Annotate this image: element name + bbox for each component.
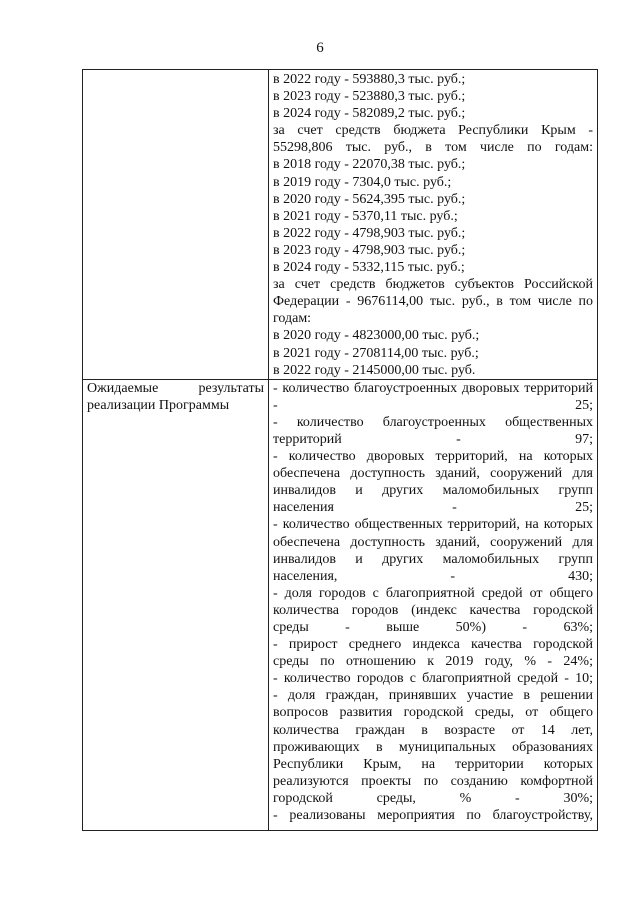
financing-line: в 2020 году - 5624,395 тыс. руб.;: [273, 191, 466, 207]
result-item: - количество общественных территорий, на которых обеспечена доступность зданий, сооружений для инвалидов и других маломобильных групп населения, - 430;: [273, 517, 593, 584]
financing-line: в 2024 году - 582089,2 тыс. руб.;: [273, 106, 466, 122]
financing-line: в 2023 году - 523880,3 тыс. руб.;: [273, 89, 466, 105]
financing-line: в 2018 году - 22070,38 тыс. руб.;: [273, 157, 466, 173]
label-line: Ожидаемые результаты: [87, 380, 264, 396]
label-line: реализации Программы: [87, 397, 230, 413]
financing-line: в 2019 году - 7304,0 тыс. руб.;: [273, 174, 452, 190]
result-item: - количество дворовых территорий, на которых обеспечена доступность зданий, сооружений для инвалидов и других маломобильных групп населения - 25;: [273, 449, 593, 516]
financing-line: в 2022 году - 4798,903 тыс. руб.;: [273, 225, 466, 241]
financing-line: за счет средств бюджетов субъектов Российской Федерации - 9676114,00 тыс. руб., в том числе по годам:: [273, 277, 593, 327]
financing-line: в 2021 году - 5370,11 тыс. руб.;: [273, 208, 458, 224]
financing-line: в 2022 году - 593880,3 тыс. руб.;: [273, 72, 466, 87]
financing-line: в 2023 году - 4798,903 тыс. руб.;: [273, 242, 466, 258]
result-item: - количество благоустроенных общественных территорий - 97;: [273, 414, 593, 447]
financing-line: в 2021 году - 2708114,00 тыс. руб.;: [273, 345, 479, 361]
result-item: - доля граждан, принявших участие в решении вопросов развития городской среды, от общего количества граждан в возрасте от 14 лет, проживающих в муниципальных образованиях Республики Крым, на территории которых реализуются проекты по созданию комфортной городской среды, % - 30%;: [273, 688, 593, 806]
program-passport-table: [82, 69, 598, 831]
result-item: - реализованы мероприятия по благоустройству,: [273, 808, 593, 824]
page-number: 6: [316, 40, 324, 56]
result-item: - доля городов с благоприятной средой от общего количества городов (индекс качества городской среды - выше 50%) - 63%;: [273, 585, 593, 635]
financing-line: за счет средств бюджета Республики Крым - 55298,806 тыс. руб., в том числе по годам:: [273, 123, 593, 156]
financing-continued-row: [83, 70, 598, 380]
financing-line: в 2024 году - 5332,115 тыс. руб.;: [273, 260, 465, 276]
expected-results-label: [83, 379, 269, 830]
financing-line: в 2022 году - 2145000,00 тыс. руб.: [273, 362, 476, 378]
financing-line: в 2020 году - 4823000,00 тыс. руб.;: [273, 328, 480, 344]
row-label-empty: [83, 70, 269, 380]
result-item: - количество городов с благоприятной средой - 10;: [273, 671, 593, 687]
expected-results-row: [83, 379, 598, 830]
financing-cell: [269, 70, 598, 380]
expected-results-cell: [269, 379, 598, 830]
result-item: - прирост среднего индекса качества городской среды по отношению к 2019 году, % - 24%;: [273, 637, 593, 670]
result-item: - количество благоустроенных дворовых территорий - 25;: [273, 380, 593, 413]
